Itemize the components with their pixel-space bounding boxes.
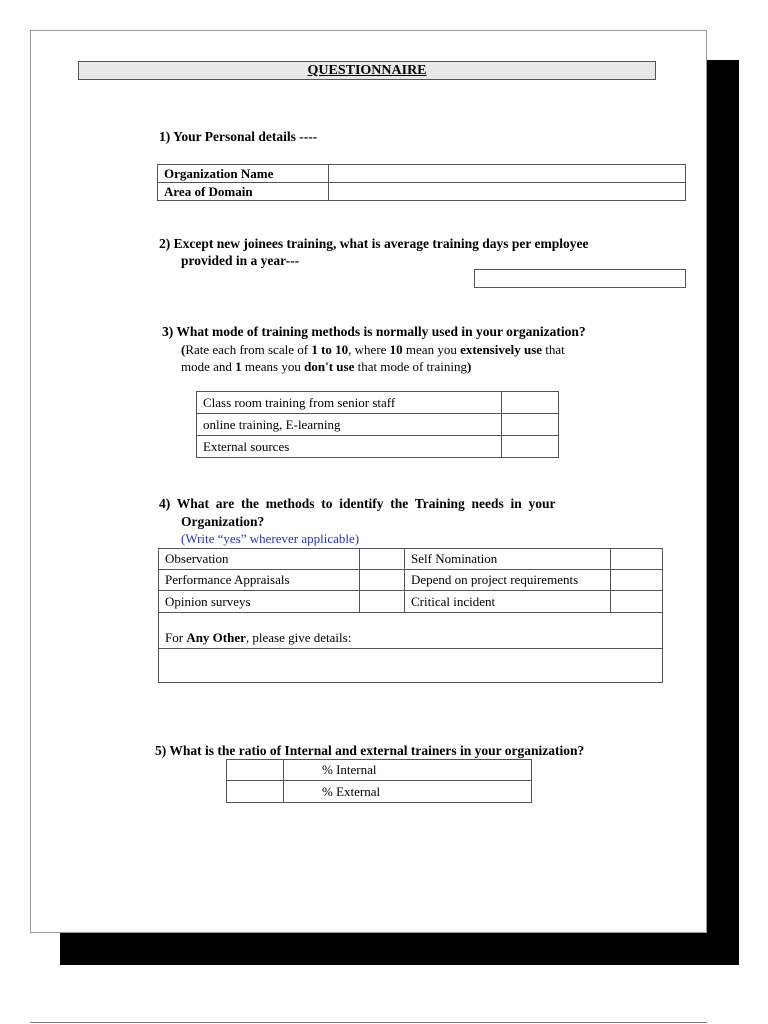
trainer-ratio-table — [226, 759, 532, 803]
question-2-line-1: 2) Except new joinees training, what is average training days per employee — [159, 236, 589, 251]
need-label: Observation — [159, 549, 360, 570]
need-answer-field[interactable] — [360, 549, 405, 570]
ratio-label: % Internal — [284, 760, 532, 781]
any-other-label: For Any Other, please give details: — [159, 613, 663, 649]
question-3-hint-line-1: (Rate each from scale of 1 to 10, where 10 mean you extensively use that — [181, 342, 565, 357]
need-label: Performance Appraisals — [159, 570, 360, 591]
ratio-label: % External — [284, 781, 532, 803]
ratio-answer-field[interactable] — [227, 760, 284, 781]
need-label: Opinion surveys — [159, 591, 360, 613]
question-5: 5) What is the ratio of Internal and external trainers in your organization? — [155, 743, 585, 758]
table-row — [159, 649, 663, 683]
question-3-hint-line-2: mode and 1 means you don't use that mode of training) — [181, 359, 472, 374]
personal-details-table — [157, 164, 686, 201]
method-label: Class room training from senior staff — [197, 392, 502, 414]
table-row — [197, 414, 559, 436]
method-rating-field[interactable] — [502, 414, 559, 436]
training-methods-table — [196, 391, 559, 458]
need-label: Critical incident — [405, 591, 611, 613]
table-row — [159, 613, 663, 649]
table-row — [197, 436, 559, 458]
page-divider — [30, 1022, 707, 1023]
any-other-details-field[interactable] — [159, 649, 663, 683]
table-row — [159, 549, 663, 570]
question-1: 1) Your Personal details ---- — [159, 129, 318, 144]
need-label: Self Nomination — [405, 549, 611, 570]
organization-name-field[interactable] — [329, 165, 686, 183]
method-rating-field[interactable] — [502, 436, 559, 458]
table-row — [197, 392, 559, 414]
table-row — [159, 591, 663, 613]
need-label: Depend on project requirements — [405, 570, 611, 591]
question-4-line-2: Organization? — [181, 514, 265, 529]
question-4-line-1: 4) What are the methods to identify the Training needs in your — [159, 496, 556, 511]
training-needs-table — [158, 548, 663, 683]
organization-name-label: Organization Name — [158, 165, 329, 183]
need-answer-field[interactable] — [360, 570, 405, 591]
questionnaire-title: QUESTIONNAIRE — [78, 61, 656, 80]
ratio-answer-field[interactable] — [227, 781, 284, 803]
area-of-domain-label: Area of Domain — [158, 183, 329, 201]
table-row — [227, 760, 532, 781]
need-answer-field[interactable] — [611, 591, 663, 613]
table-row — [227, 781, 532, 803]
area-of-domain-field[interactable] — [329, 183, 686, 201]
question-4-note: (Write “yes” wherever applicable) — [181, 531, 360, 546]
need-answer-field[interactable] — [611, 570, 663, 591]
method-rating-field[interactable] — [502, 392, 559, 414]
table-row — [158, 183, 686, 201]
need-answer-field[interactable] — [611, 549, 663, 570]
training-days-answer-field[interactable] — [474, 269, 686, 288]
need-answer-field[interactable] — [360, 591, 405, 613]
question-2-line-2: provided in a year--- — [181, 253, 300, 268]
question-3: 3) What mode of training methods is normally used in your organization? — [162, 324, 586, 339]
method-label: External sources — [197, 436, 502, 458]
table-row — [158, 165, 686, 183]
table-row — [159, 570, 663, 591]
method-label: online training, E-learning — [197, 414, 502, 436]
